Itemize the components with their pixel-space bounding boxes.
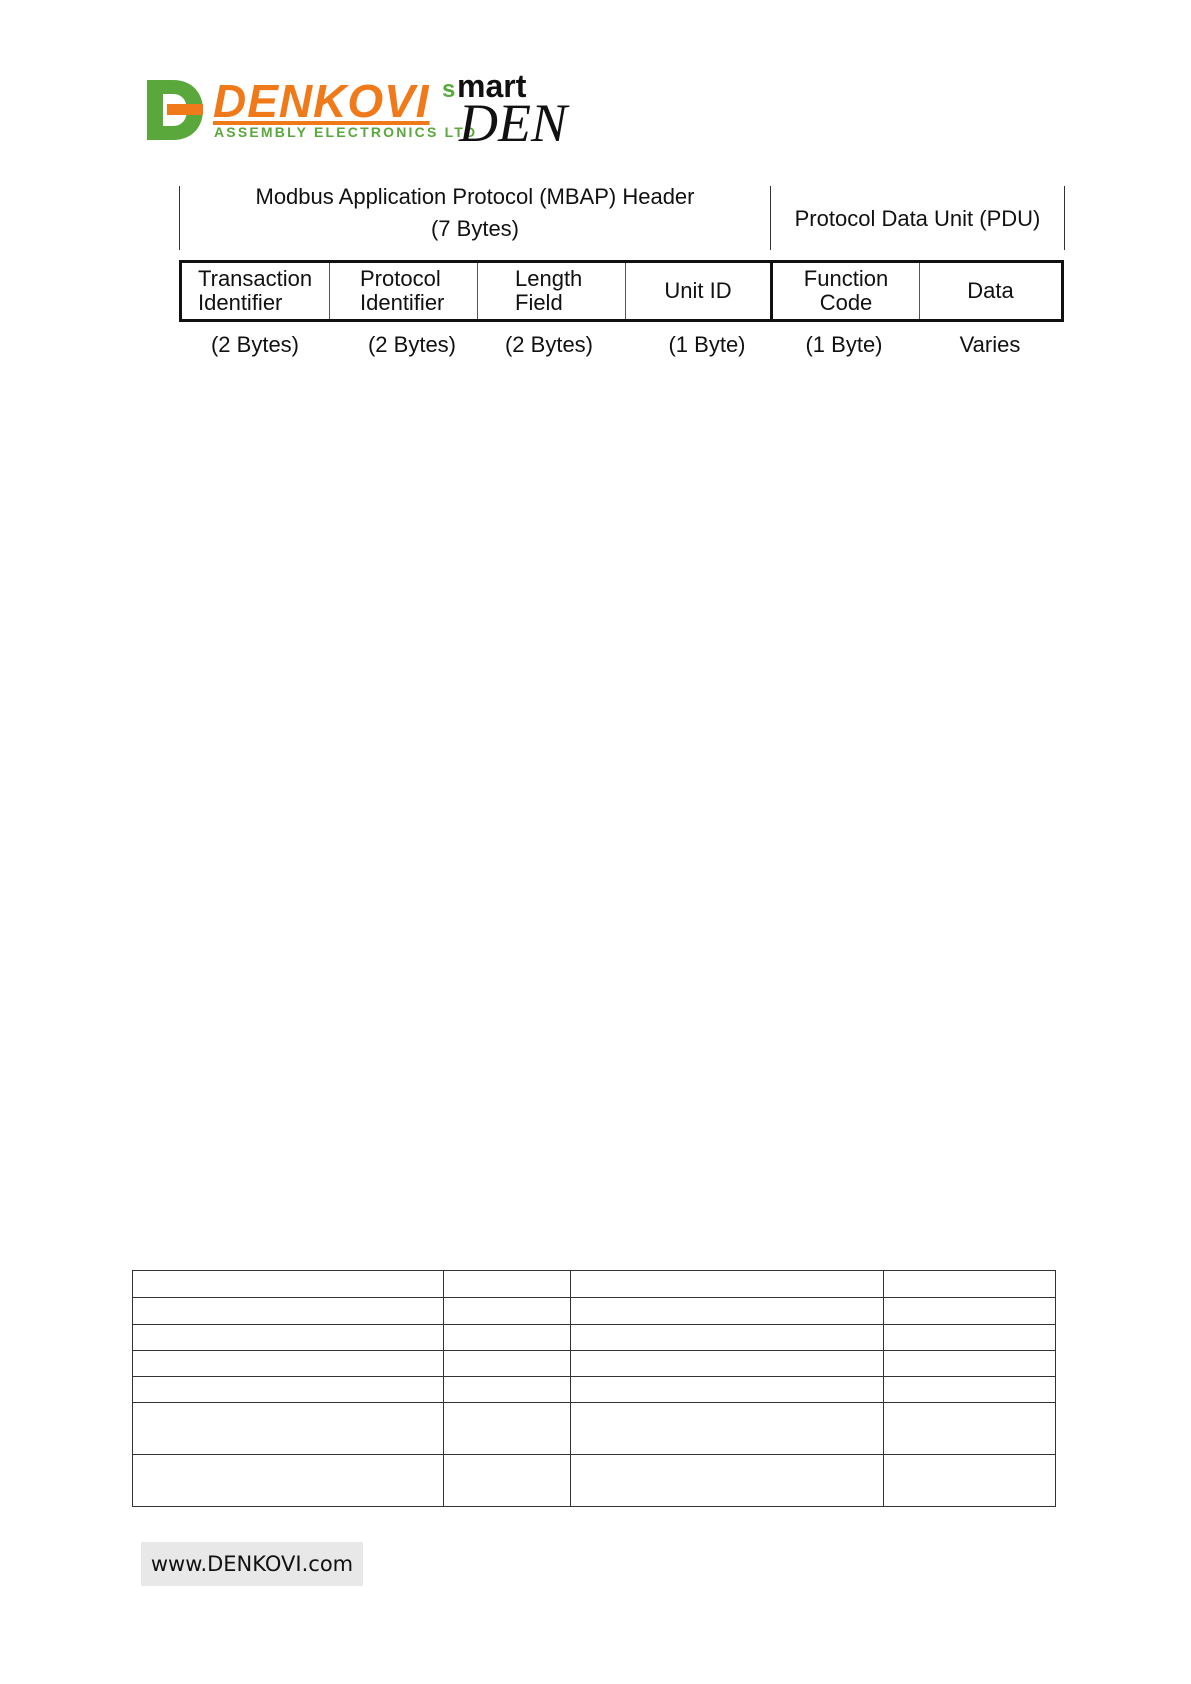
logo-den-text: DEN <box>459 93 567 153</box>
logo-brand-text: DENKOVI <box>213 75 430 127</box>
size-data: Varies <box>959 332 1021 357</box>
field-function-code: Function Code <box>773 263 920 319</box>
size-function-code: (1 Byte) <box>805 332 883 357</box>
field-unit-id: Unit ID <box>626 263 773 319</box>
field-data: Data <box>967 277 1014 303</box>
size-transaction-identifier: (2 Bytes) <box>210 332 300 357</box>
mbap-header-size: (7 Bytes) <box>430 216 520 241</box>
field-transaction-identifier: Transaction Identifier <box>182 263 330 319</box>
empty-table <box>132 1270 1056 1507</box>
table-row <box>133 1455 1056 1507</box>
mbap-header-title: Modbus Application Protocol (MBAP) Header <box>255 184 695 209</box>
pdu-title: Protocol Data Unit (PDU) <box>794 206 1041 231</box>
logo-smart-text: mart <box>457 68 527 104</box>
table-row <box>133 1351 1056 1377</box>
field-length-field: Length Field <box>478 263 626 319</box>
logo-smart-s: s <box>442 76 456 103</box>
modbus-frame-diagram <box>0 0 1191 380</box>
size-protocol-identifier: (2 Bytes) <box>367 332 457 357</box>
logo-subtitle: ASSEMBLY ELECTRONICS LTD <box>214 124 478 140</box>
frame-fields-box <box>179 260 1064 322</box>
table-row <box>133 1271 1056 1298</box>
field-protocol-identifier: Protocol Identifier <box>330 263 478 319</box>
size-unit-id: (1 Byte) <box>668 332 746 357</box>
table-row <box>133 1298 1056 1325</box>
table-row <box>133 1377 1056 1403</box>
table-row <box>133 1403 1056 1455</box>
pdu-right-bracket <box>1064 186 1065 250</box>
footer-website-link[interactable]: www.DENKOVI.com <box>141 1542 363 1586</box>
size-length-field: (2 Bytes) <box>504 332 594 357</box>
table-row <box>133 1325 1056 1351</box>
